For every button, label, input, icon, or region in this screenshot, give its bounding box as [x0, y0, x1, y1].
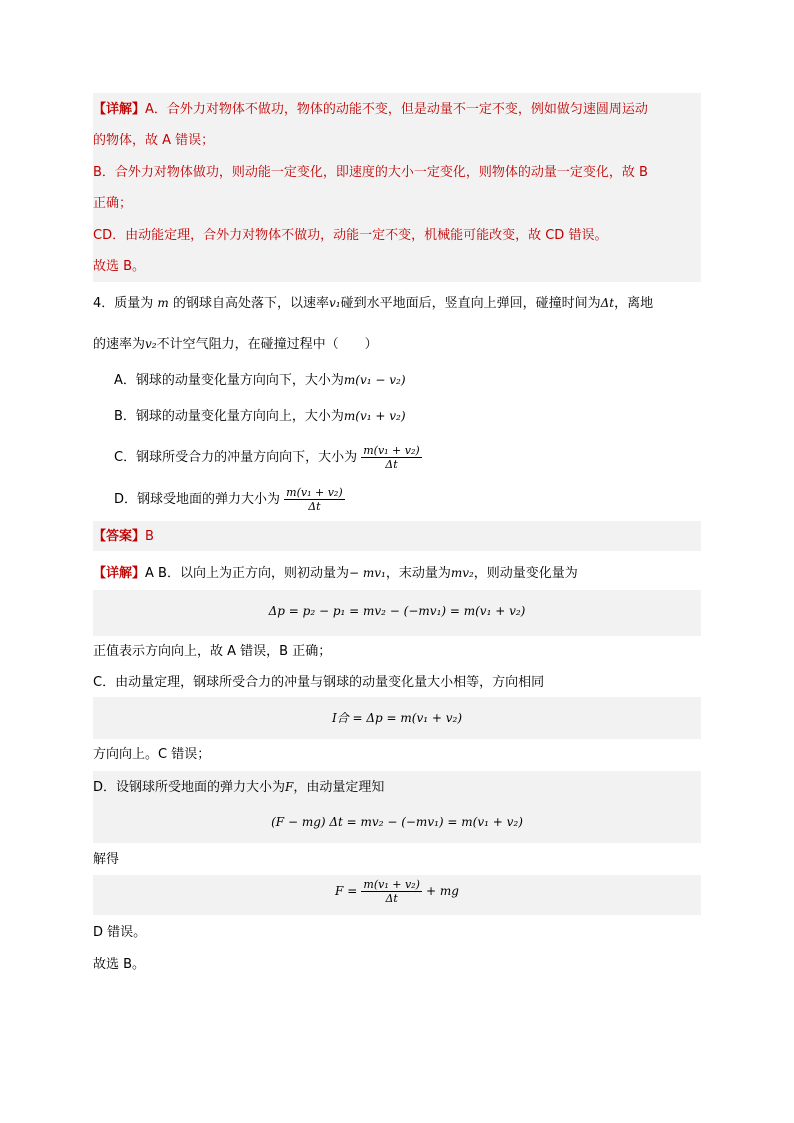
equation-box-2 — [93, 697, 701, 739]
prev-solution-block — [93, 93, 701, 282]
equation-box-4 — [93, 875, 701, 915]
prev-solution-line-4: 正确； — [93, 196, 133, 211]
option-d: D．钢球受地面的弹力大小为 $\frac{\text{m(v₁ + v₂)}}{\Delta t}$ — [114, 486, 343, 513]
question-stem-line-2: 的速率为v₂不计空气阻力，在碰撞过程中（ ） — [93, 337, 378, 352]
solution-d-conclusion: D 错误。 — [93, 925, 147, 940]
option-d-fraction: $\frac{\text{m(v₁ + v₂)}}{\Delta t}$ — [286, 486, 343, 513]
question-stem-line-1: 4．质量为 m 的钢球自高处落下，以速率v₁碰到水平地面后，竖直向上弹回，碰撞时间为Δt，离地 — [93, 296, 654, 311]
solution-d-line: D．设钢球所受地面的弹力大小为F，由动量定理知 — [93, 780, 385, 795]
solution-c-line: C．由动量定理，钢球所受合力的冲量与钢球的动量变化量大小相等，方向相同 — [93, 675, 545, 690]
prev-solution-line-3: B．合外力对物体做功，则动能一定变化，即速度的大小一定变化，则物体的动量一定变化，故 B — [93, 165, 648, 180]
option-c: C．钢球所受合力的冲量方向向下，大小为 $\frac{\text{m(v₁ + v₂)}}{\Delta t}$ — [114, 444, 420, 471]
equation-impulse: I合 = Δp = m(v₁ + v₂) — [331, 711, 463, 725]
prev-solution-line-6: 故选 B。 — [93, 259, 146, 274]
equation-F-fraction: $\frac{\text{m(v₁ + v₂)}}{\Delta t}$ — [363, 878, 420, 905]
prev-solution-line-1: 【详解】A．合外力对物体不做功，物体的动能不变，但是动量不一定不变，例如做匀速圆周运动 — [93, 102, 648, 117]
answer-line: 【答案】B — [93, 529, 154, 544]
solution-final: 故选 B。 — [93, 957, 146, 972]
equation-F-result: F = $\frac{\text{m(v₁ + v₂)}}{\Delta t}$ + mg — [335, 878, 459, 905]
solution-ab-line: 【详解】A B．以向上为正方向，则初动量为− mv₁，末动量为mv₂，则动量变化量为 — [93, 566, 578, 581]
equation-momentum-change: Δp = p₂ − p₁ = mv₂ − (−mv₁) = m(v₁ + v₂) — [268, 604, 526, 618]
solution-ab-conclusion: 正值表示方向向上，故 A 错误，B 正确； — [93, 644, 332, 659]
option-b: B．钢球的动量变化量方向向上，大小为m(v₁ + v₂) — [114, 409, 406, 424]
solution-tag: 【详解】 — [93, 102, 146, 117]
equation-box-1 — [93, 590, 701, 636]
prev-solution-line-5: CD．由动能定理，合外力对物体不做功，动能一定不变，机械能可能改变，故 CD 错误。 — [93, 228, 608, 243]
solution-c-conclusion: 方向向上。C 错误； — [93, 747, 211, 762]
answer-block — [93, 521, 701, 551]
option-c-fraction: $\frac{\text{m(v₁ + v₂)}}{\Delta t}$ — [363, 444, 420, 471]
equation-elastic-force: (F − mg) Δt = mv₂ − (−mv₁) = m(v₁ + v₂) — [271, 815, 523, 829]
solve-label: 解得 — [93, 852, 120, 867]
option-a: A．钢球的动量变化量方向向下，大小为m(v₁ − v₂) — [114, 373, 406, 388]
prev-solution-line-2: 的物体，故 A 错误； — [93, 133, 215, 148]
